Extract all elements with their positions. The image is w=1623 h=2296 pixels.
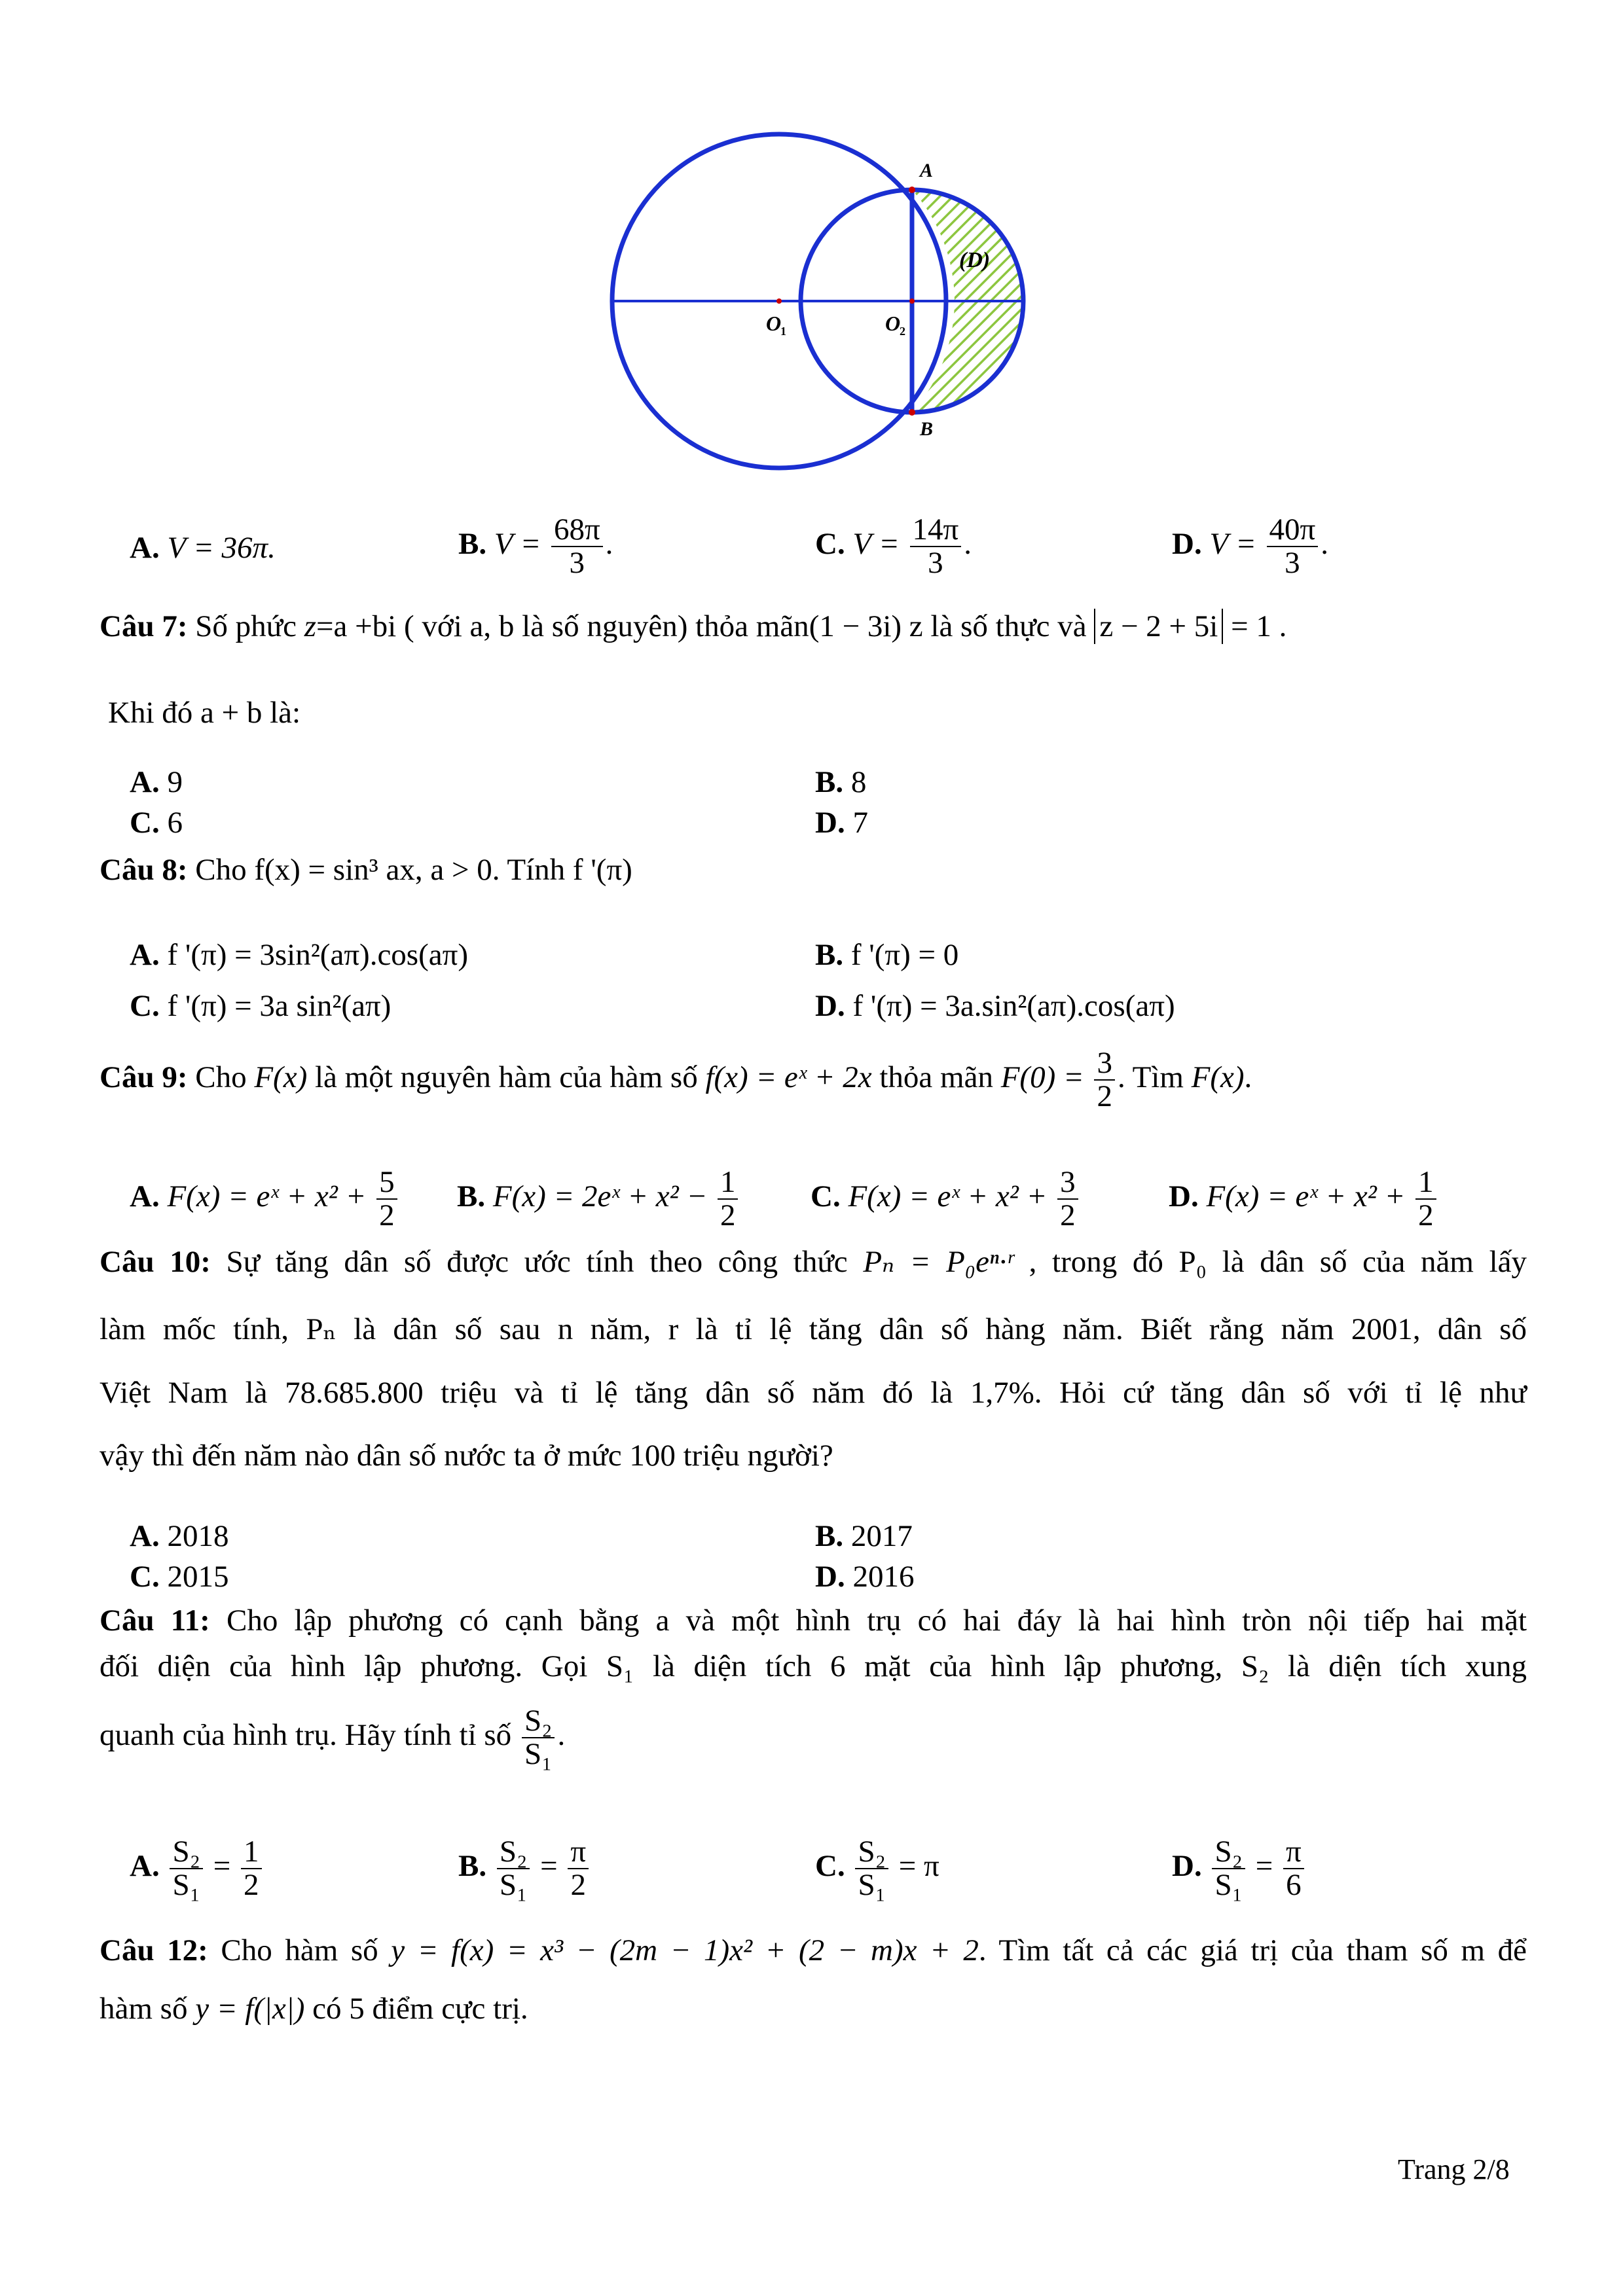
q9-c-fraction: $\frac{3}{2}$ [1057, 1166, 1078, 1232]
q11-c-lhs: $\frac{\text{S₂}}{\text{S₁}}$ [855, 1836, 888, 1902]
q11-d-lhs: $\frac{\text{S₂}}{\text{S₁}}$ [1212, 1836, 1245, 1902]
label-b: B [920, 418, 934, 440]
q11-line3: quanh của hình trụ. Hãy tính tỉ số $\frac{\text{S₂}}{\text{S₁}}$ . [100, 1704, 566, 1772]
q12-line1: Câu 12: Cho hàm số y = f(x) = x³ − (2m − 1)x² + (2 − m)x + 2. Tìm tất cả các giá trị của tham số m để [100, 1933, 1527, 1967]
q7-modulus: z − 2 + 5i [1094, 609, 1223, 644]
q9-option-b[interactable]: B. F(x) = 2eˣ + x² − $\frac{1}{2}$ [457, 1166, 740, 1232]
q7-option-a[interactable]: A. 9 [130, 765, 183, 799]
q9-b-fraction: $\frac{1}{2}$ [718, 1166, 739, 1232]
q10-line1: Câu 10: Sự tăng dân số được ước tính theo công thức Pₙ = P₀eⁿ·ʳ , trong đó P₀ là dân số của năm lấy [100, 1245, 1527, 1279]
label-o1: O [766, 312, 782, 335]
point-o2 [909, 298, 915, 304]
point-b [909, 409, 915, 416]
q6-option-c[interactable]: C. V = $\frac{14\pi}{3}$ . [815, 512, 972, 581]
page-number: Trang 2/8 [1398, 2153, 1510, 2185]
q10-option-d[interactable]: D. 2016 [815, 1560, 915, 1594]
q11-a-rhs: $\frac{1}{2}$ [241, 1836, 262, 1902]
q11-ratio-fraction: $\frac{\text{S₂}}{\text{S₁}}$ [522, 1705, 555, 1771]
q10-line2: làm mốc tính, Pₙ là dân số sau n năm, r là tỉ lệ tăng dân số hàng năm. Biết rằng năm 2001, dân số [100, 1312, 1527, 1346]
q8-question: Câu 8: Cho f(x) = sin³ ax, a > 0. Tính f '(π) [100, 853, 632, 887]
q8-option-d[interactable]: D. f '(π) = 3a.sin²(aπ).cos(aπ) [815, 989, 1175, 1023]
q10-option-c[interactable]: C. 2015 [130, 1560, 229, 1594]
q8-option-a[interactable]: A. f '(π) = 3sin²(aπ).cos(aπ) [130, 938, 468, 972]
q7-option-c[interactable]: C. 6 [130, 806, 183, 840]
q11-line2: đối diện của hình lập phương. Gọi S₁ là diện tích 6 mặt của hình lập phương, S₂ là diện tích xung [100, 1649, 1527, 1683]
label-o1-sub: 1 [780, 325, 786, 338]
q9-f0-fraction: $\frac{3}{2}$ [1094, 1047, 1115, 1113]
circles-figure [589, 105, 1048, 497]
q6-d-fraction: $\frac{40\pi}{3}$ [1267, 514, 1319, 580]
label-o2-sub: 2 [900, 325, 905, 338]
q9-option-c[interactable]: C. F(x) = eˣ + x² + $\frac{3}{2}$ [811, 1166, 1081, 1232]
q7-option-b[interactable]: B. 8 [815, 765, 867, 799]
q9-a-fraction: $\frac{5}{2}$ [376, 1166, 397, 1232]
label-o2: O [885, 312, 901, 335]
q11-b-lhs: $\frac{\text{S₂}}{\text{S₁}}$ [497, 1836, 530, 1902]
q9-option-a[interactable]: A. F(x) = eˣ + x² + $\frac{5}{2}$ [130, 1166, 400, 1232]
q11-b-rhs: $\frac{\pi}{2}$ [568, 1836, 589, 1902]
q11-option-c[interactable]: C. $\frac{\text{S₂}}{\text{S₁}}$ = π [815, 1835, 939, 1903]
q8-option-c[interactable]: C. f '(π) = 3a sin²(aπ) [130, 989, 392, 1023]
q7-option-d[interactable]: D. 7 [815, 806, 868, 840]
q10-line4: vậy thì đến năm nào dân số nước ta ở mức 100 triệu người? [100, 1439, 833, 1473]
q8-option-b[interactable]: B. f '(π) = 0 [815, 938, 959, 972]
q11-d-rhs: $\frac{\pi}{6}$ [1283, 1836, 1304, 1902]
q10-line3: Việt Nam là 78.685.800 triệu và tỉ lệ tăng dân số năm đó là 1,7%. Hỏi cứ tăng dân số với tỉ lệ như [100, 1376, 1527, 1410]
q10-option-a[interactable]: A. 2018 [130, 1519, 229, 1553]
q11-option-a[interactable]: A. $\frac{\text{S₂}}{\text{S₁}}$ = $\frac{1}{2}$ [130, 1836, 264, 1902]
q7-line2: Khi đó a + b là: [108, 696, 301, 730]
q6-option-a[interactable]: A. V = 36π. [130, 531, 276, 565]
q7-question: Câu 7: Số phức z=a +bi ( với a, b là số nguyên) thỏa mãn(1 − 3i) z là số thực và z − 2 + 5i = 1 . [100, 609, 1287, 643]
q9-question: Câu 9: Cho F(x) là một nguyên hàm của hàm số f(x) = eˣ + 2x thỏa mãn F(0) = $\frac{3}{2}$ . Tìm F(x). [100, 1046, 1252, 1114]
q11-line1: Câu 11: Cho lập phương có cạnh bằng a và một hình trụ có hai đáy là hai hình tròn nội tiếp hai mặt [100, 1604, 1527, 1638]
q11-option-d[interactable]: D. $\frac{\text{S₂}}{\text{S₁}}$ = $\frac{\pi}{6}$ [1172, 1836, 1307, 1902]
q12-line2: hàm số y = f(|x|) có 5 điểm cực trị. [100, 1992, 528, 2026]
q11-a-lhs: $\frac{\text{S₂}}{\text{S₁}}$ [170, 1836, 203, 1902]
label-d: (D) [959, 248, 991, 272]
q9-option-d[interactable]: D. F(x) = eˣ + x² + $\frac{1}{2}$ [1169, 1166, 1439, 1232]
label-a: A [920, 160, 934, 181]
q9-d-fraction: $\frac{1}{2}$ [1415, 1166, 1436, 1232]
q11-option-b[interactable]: B. $\frac{\text{S₂}}{\text{S₁}}$ = $\frac{\pi}{2}$ [458, 1836, 591, 1902]
point-o1 [776, 298, 782, 304]
q6-b-fraction: $\frac{68\pi}{3}$ [551, 514, 603, 580]
q6-option-d[interactable]: D. V = $\frac{40\pi}{3}$ . [1172, 512, 1329, 581]
q10-option-b[interactable]: B. 2017 [815, 1519, 913, 1553]
q6-c-fraction: $\frac{14\pi}{3}$ [910, 514, 962, 580]
point-a [909, 187, 915, 193]
q6-option-b[interactable]: B. V = $\frac{68\pi}{3}$ . [458, 512, 613, 581]
